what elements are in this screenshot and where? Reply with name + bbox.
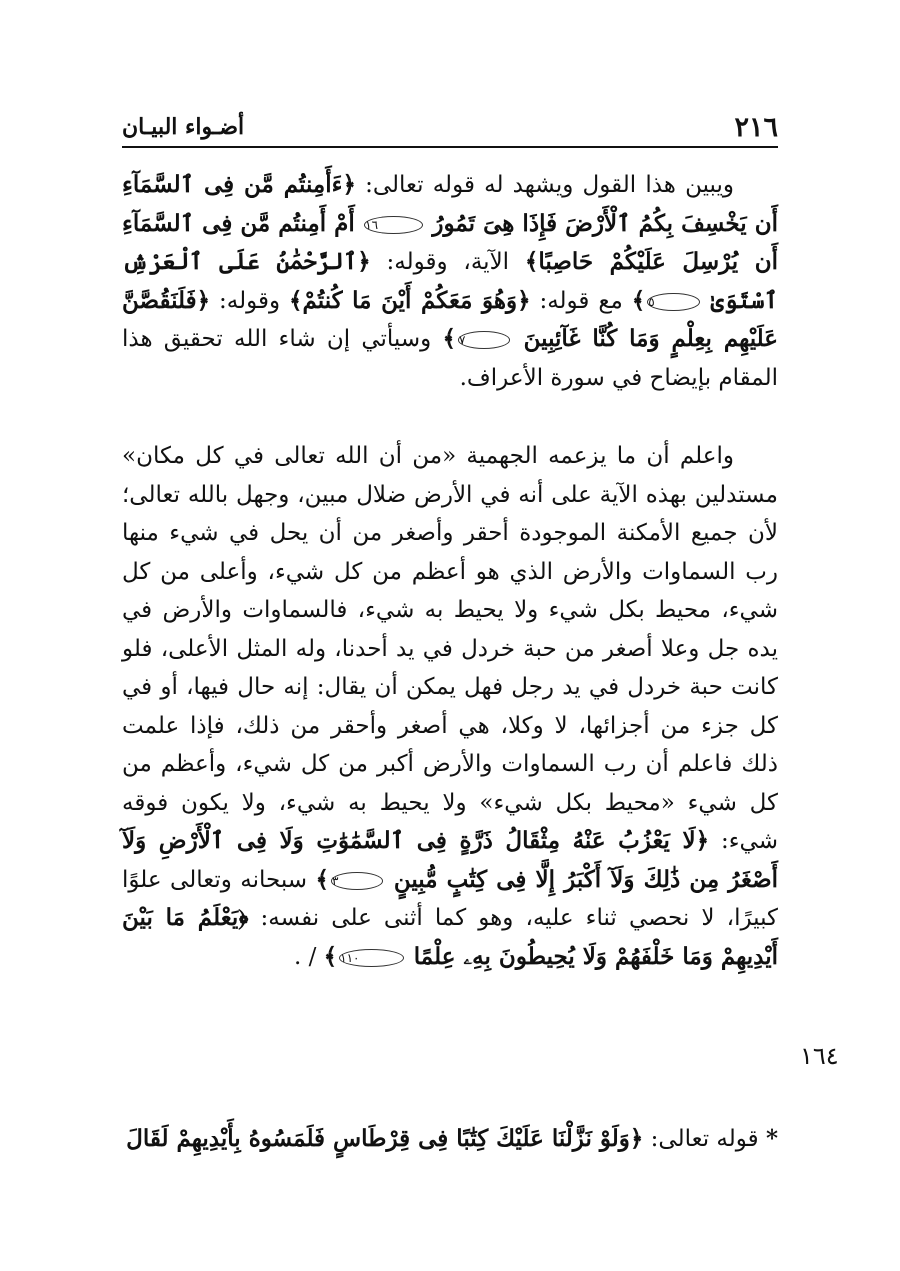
quran-close-bracket: ﴾ <box>288 286 303 314</box>
section-bullet: * <box>765 1125 778 1152</box>
ayah-number-mark: ١١٠ <box>339 949 404 967</box>
quran-verse: ءَأَمِنتُم مَّن فِى ٱلسَّمَآءِ أَن يَخْسِفَ بِكُمُ ٱلْأَرْضَ فَإِذَا هِىَ تَمُورُ <box>122 171 778 237</box>
quran-close-bracket: ﴾ <box>524 248 539 275</box>
ayah-number-mark: ٣ <box>331 872 383 890</box>
paragraph-2 <box>122 437 778 976</box>
quran-close-bracket: ﴾ <box>631 286 646 314</box>
page-header <box>122 108 778 148</box>
book-title: أضـواء البيـان <box>122 114 245 140</box>
text-run: وقوله: <box>210 287 289 314</box>
ayah-number-mark: ١٦ <box>364 216 423 234</box>
quran-verse: أَمْ أَمِنتُم مَّن فِى ٱلسَّمَآءِ أَن يُرْسِلَ عَلَيْكُمْ حَاصِبًا <box>122 209 779 275</box>
quran-verse: لَا يَعْزُبُ عَنْهُ مِثْقَالُ ذَرَّةٍ فِى ٱلسَّمَٰوَٰتِ وَلَا فِى ٱلْأَرْضِ وَلَآ أَصْغَرُ مِن ذَٰلِكَ وَلَآ أَكْبَرُ إِلَّا فِى كِتَٰبٍ مُّبِينٍ <box>122 827 778 893</box>
page-number: ٢١٦ <box>734 112 778 143</box>
quran-open-bracket: ﴿ <box>629 1125 644 1152</box>
paragraph-1 <box>122 166 778 397</box>
quran-verse: ٱلرَّحْمَٰنُ عَلَى ٱلْعَرْشِ ٱسْتَوَىٰ <box>122 248 778 314</box>
quran-open-bracket: ﴿ <box>695 827 710 854</box>
body-text <box>122 166 778 976</box>
text-run: وسيأتي إن شاء الله تحقيق هذا المقام بإيضاح في سورة الأعراف. <box>122 326 778 391</box>
quran-close-bracket: ﴾ <box>323 942 338 970</box>
quran-verse: وَهُوَ مَعَكُمْ أَيْنَ مَا كُنتُمْ <box>302 286 518 314</box>
paragraph-spacer <box>122 397 778 437</box>
quran-open-bracket: ﴿ <box>196 286 211 314</box>
quran-open-bracket: ﴿ <box>238 904 249 931</box>
quran-close-bracket: ﴾ <box>315 865 329 893</box>
quran-open-bracket: ﴿ <box>357 248 371 275</box>
quran-close-bracket: ﴾ <box>442 325 456 352</box>
text-run: / . <box>293 943 324 970</box>
quran-open-bracket: ﴿ <box>517 286 531 314</box>
quran-verse: فَلَنَقُصَّنَّ عَلَيْهِم بِعِلْمٍ وَمَا كُنَّا غَآئِبِينَ <box>122 286 779 352</box>
margin-page-number: ١٦٤ <box>800 1042 839 1070</box>
text-run: ويبين هذا القول ويشهد له قوله تعالى: <box>355 172 734 198</box>
text-run: واعلم أن ما يزعمه الجهمية «من أن الله تعالى في كل مكان» مستدلين بهذه الآية على أنه في الأرض ضلال مبين، وجهل بالله تعالى؛ لأن جميع الأمكنة الموجودة أحقر وأصغر من أن يحل في شيء منها رب السماوات والأرض الذي هو أعظم من كل شيء، وأعلى من كل شيء، محيط بكل شيء ولا يحيط به شيء، فالسماوات والأرض في يده جل وعلا أصغر من حبة خردل في يد أحدنا، وله المثل الأعلى، فلو كانت حبة خردل في يد رجل فهل يمكن أن يقال: إنه حال فيها، أو في كل جزء من أجزائها، لا وكلا، هي أصغر وأحقر من ذلك، فإذا علمت ذلك فاعلم أن رب السماوات والأرض أكبر من كل شيء، وأعظم من كل شيء «محيط بكل شيء» ولا يحيط به شيء، ولا يكون فوقه شيء: <box>122 443 779 854</box>
ayah-number-mark: ٥ <box>647 293 699 311</box>
text-run: مع قوله: <box>530 287 632 314</box>
quran-open-bracket: ﴿ <box>342 171 356 198</box>
text-run: الآية، وقوله: <box>370 249 525 275</box>
new-section <box>122 1120 778 1159</box>
section-lead: قوله تعالى: <box>643 1126 766 1152</box>
quran-verse: وَلَوْ نَزَّلْنَا عَلَيْكَ كِتَٰبًا فِى قِرْطَاسٍ فَلَمَسُوهُ بِأَيْدِيهِمْ لَقَالَ <box>126 1125 630 1152</box>
ayah-number-mark: ٧ <box>458 331 510 349</box>
text-run: سبحانه وتعالى علوًا كبيرًا، لا نحصي ثناء عليه، وهو كما أثنى على نفسه: <box>122 866 778 931</box>
quran-verse: يَعْلَمُ مَا بَيْنَ أَيْدِيهِمْ وَمَا خَلْفَهُمْ وَلَا يُحِيطُونَ بِهِۦ عِلْمًا <box>122 904 778 970</box>
